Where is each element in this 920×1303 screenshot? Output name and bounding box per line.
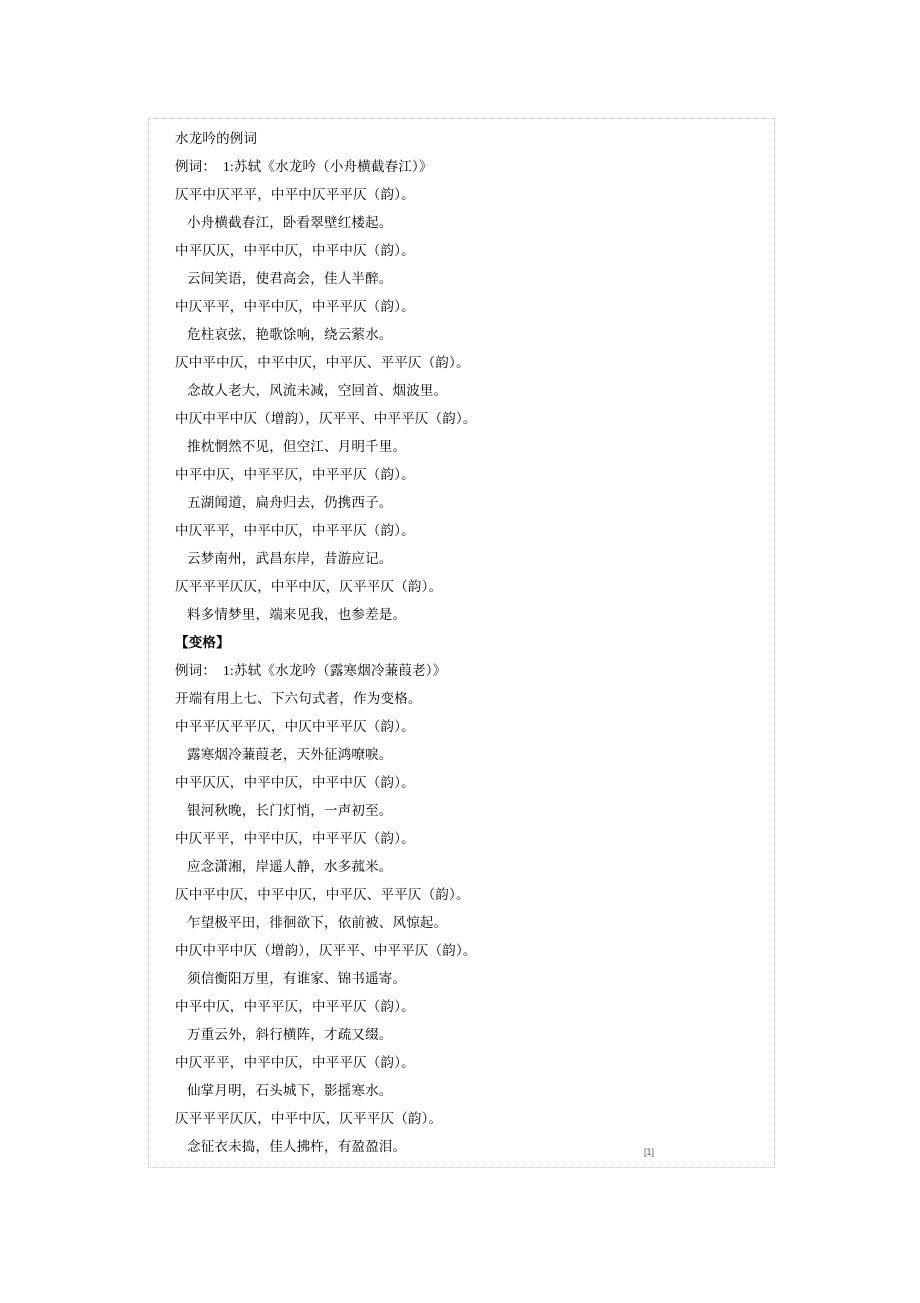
poem-text-block [148, 118, 775, 1168]
verse-line: 小舟横截春江，卧看翠壁红楼起。 [187, 215, 393, 230]
tonal-pattern-line: 仄平平平仄仄，中平中仄，仄平平仄（韵）。 [175, 1111, 443, 1126]
tonal-pattern-line: 中平仄仄，中平中仄，中平中仄（韵）。 [175, 243, 415, 258]
verse-line: 银河秋晚，长门灯悄，一声初至。 [187, 803, 393, 818]
verse-line: 应念潇湘，岸遥人静，水多菰米。 [187, 859, 393, 874]
tonal-pattern-line: 仄平中仄平平，中平中仄平平仄（韵）。 [175, 187, 415, 202]
tonal-pattern-line: 仄中平中仄，中平中仄，中平仄、平平仄（韵）。 [175, 355, 470, 370]
verse-line: 云梦南州，武昌东岸，昔游应记。 [187, 551, 393, 566]
tonal-pattern-line: 中仄中平中仄（增韵），仄平平、中平平仄（韵）。 [175, 411, 477, 426]
verse-line: 仙掌月明，石头城下，影摇寒水。 [187, 1083, 393, 1098]
verse-line: 危柱哀弦，艳歌馀响，绕云萦水。 [187, 327, 393, 342]
tonal-pattern-line: 中仄平平，中平中仄，中平平仄（韵）。 [175, 1055, 415, 1070]
document-title: 水龙吟的例词 [175, 131, 258, 146]
tonal-pattern-line: 中仄平平，中平中仄，中平平仄（韵）。 [175, 299, 415, 314]
tonal-pattern-line: 中仄平平，中平中仄，中平平仄（韵）。 [175, 523, 415, 538]
verse-line: 万重云外，斜行横阵，才疏又缀。 [187, 1027, 393, 1042]
footnote-marker: [1] [643, 1147, 654, 1157]
section-heading: 【变格】 [175, 635, 230, 650]
verse-line: 五湖闻道，扁舟归去，仍携西子。 [187, 495, 393, 510]
example-label: 例词： 1:苏轼《水龙吟（小舟横截春江）》 [175, 159, 433, 174]
tonal-pattern-line: 中平平仄平平仄，中仄中平平仄（韵）。 [175, 719, 415, 734]
tonal-pattern-line: 仄平平平仄仄，中平中仄，仄平平仄（韵）。 [175, 579, 443, 594]
tonal-pattern-line: 中仄中平中仄（增韵），仄平平、中平平仄（韵）。 [175, 943, 477, 958]
example-label: 例词： 1:苏轼《水龙吟（露寒烟冷蒹葭老）》 [175, 663, 447, 678]
verse-line: 乍望极平田，徘徊欲下，依前被、风惊起。 [187, 915, 448, 930]
verse-line: 念故人老大，风流未减，空回首、烟波里。 [187, 383, 448, 398]
verse-line: 露寒烟冷蒹葭老，天外征鸿嘹唳。 [187, 747, 393, 762]
verse-line: 料多情梦里，端来见我，也参差是。 [187, 607, 407, 622]
tonal-pattern-line: 中仄平平，中平中仄，中平平仄（韵）。 [175, 831, 415, 846]
tonal-pattern-line: 中平仄仄，中平中仄，中平中仄（韵）。 [175, 775, 415, 790]
tonal-pattern-line: 仄中平中仄，中平中仄，中平仄、平平仄（韵）。 [175, 887, 470, 902]
tonal-pattern-line: 中平中仄，中平平仄，中平平仄（韵）。 [175, 999, 415, 1014]
verse-line: 推枕惘然不见，但空江、月明千里。 [187, 439, 407, 454]
verse-line: 念征衣未捣，佳人拂杵，有盈盈泪。 [187, 1139, 407, 1154]
tonal-pattern-line: 中平中仄，中平平仄，中平平仄（韵）。 [175, 467, 415, 482]
verse-line: 开端有用上七、下六句式者，作为变格。 [175, 691, 422, 706]
verse-line: 云间笑语，使君高会，佳人半醉。 [187, 271, 393, 286]
verse-line: 须信衡阳万里，有谁家、锦书遥寄。 [187, 971, 407, 986]
